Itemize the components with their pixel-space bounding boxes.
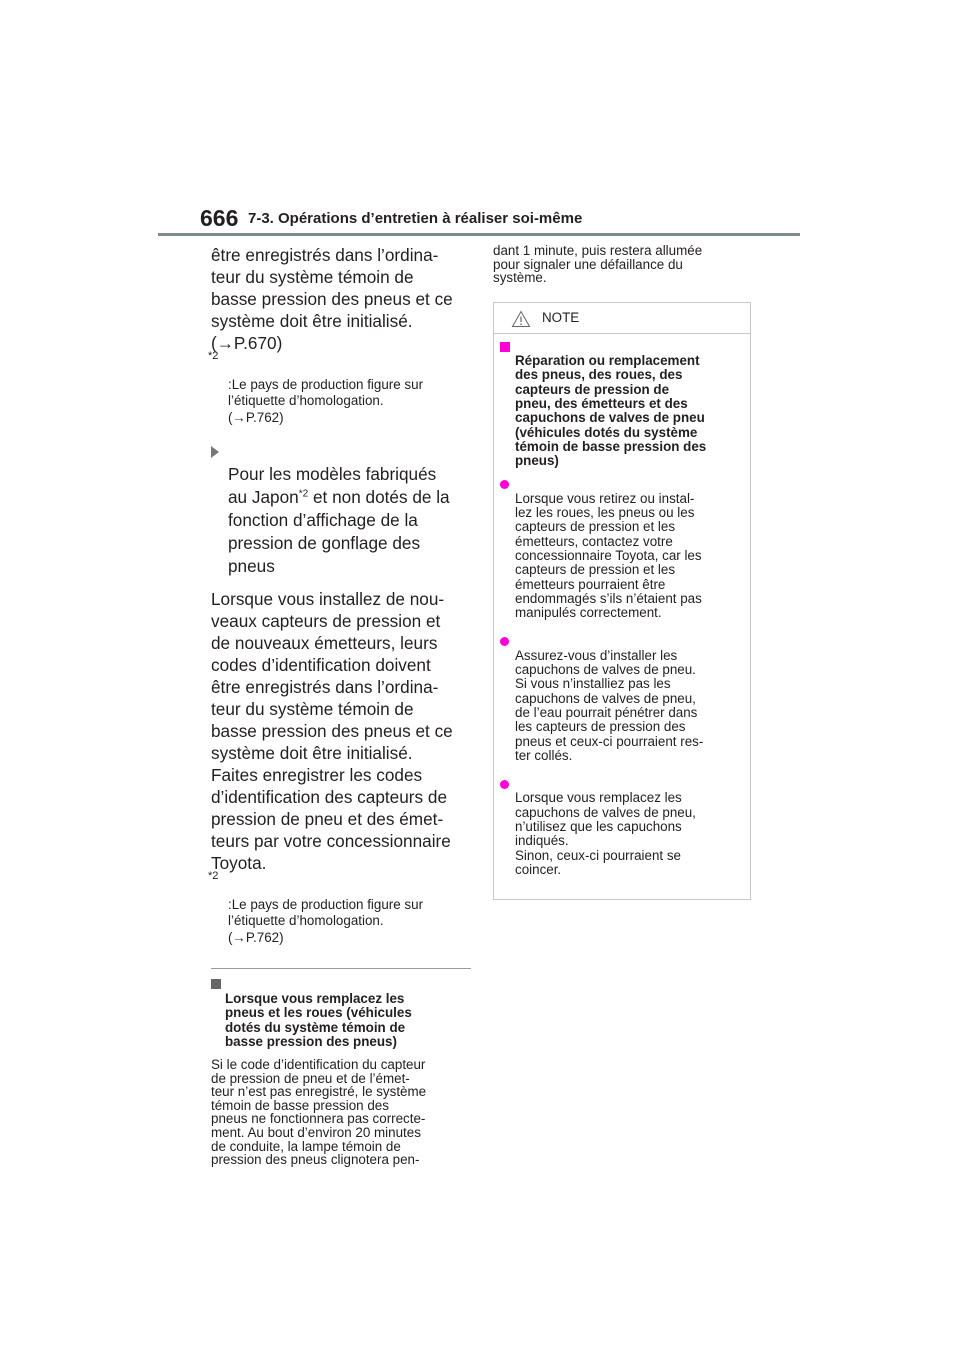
- list-item-japan-models: [211, 440, 471, 578]
- note-bullet-3-text: Lorsque vous remplacez les capuchons de valves de pneu, n’utilisez que les capuchons indiqués. Sinon, ceux-ci pourraient se coincer.: [515, 790, 696, 877]
- body-paragraph: Lorsque vous installez de nou- veaux capteurs de pression et de nouveaux émetteurs, leurs codes d’identification doivent être enregistrés dans l’ordina- teur du système témoin de basse pression des pneus et ce système doit être initialisé. Faites enregistrer les codes d’identification des capteurs de pression de pneu et des émet- teurs par votre concessionnaire Toyota.: [211, 589, 453, 873]
- subsection-rule: [211, 968, 471, 969]
- subsection-text: Si le code d’identification du capteur de pression de pneu et de l’émet- teur n’est pas enregistré, le système témoin de basse pression des pneus ne fonctionnera pas correcte- ment. Au bout d’environ 20 minutes de conduite, la lampe témoin de pression des pneus clignotera pen-: [211, 1056, 427, 1168]
- circle-bullet-icon: [500, 637, 509, 646]
- continued-text: dant 1 minute, puis restera allumée pour signaler une défaillance du système.: [493, 243, 703, 286]
- note-body: [494, 334, 750, 877]
- note-bullet-1: [500, 477, 742, 620]
- note-bullet-1-text: Lorsque vous retirez ou instal- lez les roues, les pneus ou les capteurs de pression et les émetteurs, contactez votre concessionnaire Toyota, car les capteurs de pression et les émetteurs pourraient être endommagés s’ils n’étaient pas manipulés correctement.: [515, 490, 702, 621]
- square-bullet-icon: [500, 342, 510, 352]
- note-title: NOTE: [542, 309, 580, 325]
- item-title-part1: Pour les modèles fabriqués au Japon: [228, 464, 437, 507]
- subsection-heading: [211, 977, 471, 1050]
- item-footnote-mark: *2: [298, 488, 309, 500]
- triangle-right-icon: [211, 446, 219, 458]
- warning-triangle-icon: [511, 310, 531, 328]
- item-title-part2: et non dotés de la fonction d’affichage de la pression de gonflage des pneus: [228, 487, 450, 576]
- circle-bullet-icon: [500, 480, 509, 489]
- right-column: [493, 244, 751, 900]
- note-box: [493, 302, 751, 900]
- note-heading: [500, 340, 742, 469]
- subsection-heading-text: Lorsque vous remplacez les pneus et les roues (véhicules dotés du système témoin de basse pression des pneus): [225, 990, 412, 1050]
- footnote-2-text: :Le pays de production figure sur l’étiquette d’homologation. (→P.762): [228, 896, 424, 945]
- section-title: 7-3. Opérations d’entretien à réaliser soi-même: [248, 210, 583, 227]
- note-heading-text: Réparation ou remplacement des pneus, des roues, des capteurs de pression de pneu, des émetteurs et des capuchons de valves de pneu (véhicules dotés du système témoin de basse pression des pneus): [515, 353, 707, 469]
- note-bullet-2-text: Assurez-vous d’installer les capuchons de valves de pneu. Si vous n’installiez pas les capuchons de valves de pneu, de l’eau pourrait pénétrer dans les capteurs de pression des pneus et ceux-ci pourraient res- ter collés.: [515, 647, 704, 763]
- footnote-2: *2 :Le pays de production figure sur l’étiquette d’homologation. (→P.762): [208, 870, 424, 945]
- note-header: [494, 303, 750, 334]
- header-rule: [158, 233, 800, 236]
- page-number: 666: [200, 205, 239, 231]
- circle-bullet-icon: [500, 780, 509, 789]
- page-header: [158, 205, 800, 237]
- note-bullet-3: [500, 777, 742, 877]
- note-bullet-2: [500, 634, 742, 763]
- left-column: [208, 244, 471, 1168]
- footnote-1: *2 :Le pays de production figure sur l’étiquette d’homologation. (→P.762): [208, 350, 424, 425]
- intro-paragraph: être enregistrés dans l’ordina- teur du système témoin de basse pression des pneus et ce système doit être initialisé. (→P.670): [211, 245, 453, 353]
- square-bullet-icon: [211, 979, 221, 989]
- footnote-1-text: :Le pays de production figure sur l’étiquette d’homologation. (→P.762): [228, 376, 424, 425]
